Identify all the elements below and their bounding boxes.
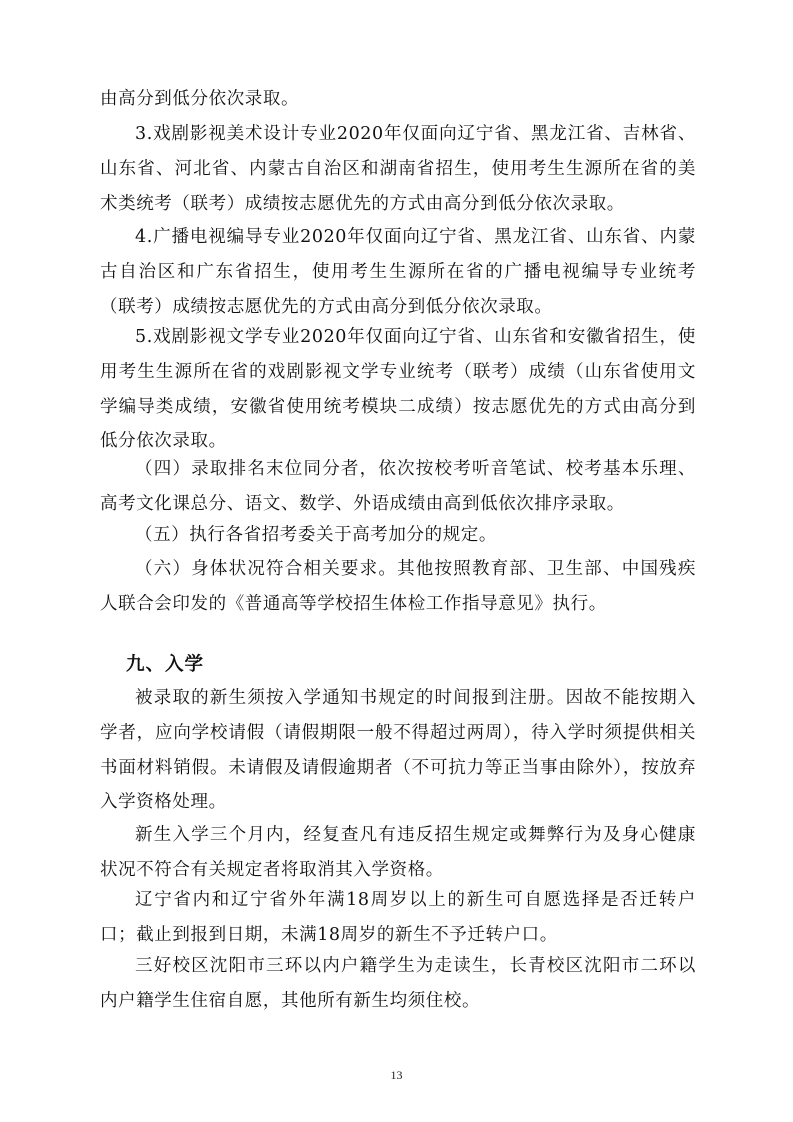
paragraph-enrollment-review: 新生入学三个月内，经复查凡有违反招生规定或舞弊行为及身心健康状况不符合有关规定者将取消其入学资格。 bbox=[100, 825, 696, 880]
paragraph-clause-6: （六）身体状况符合相关要求。其他按照教育部、卫生部、中国残疾人联合会印发的《普通高等学校招生体检工作指导意见》执行。 bbox=[100, 559, 696, 614]
section-heading: 九、入学 bbox=[126, 654, 205, 675]
paragraph-accommodation: 三好校区沈阳市三环以内户籍学生为走读生，长青校区沈阳市二环以内户籍学生住宿自愿，其他所有新生均须住校。 bbox=[100, 956, 696, 1011]
paragraph-clause-4: （四）录取排名末位同分者，依次按校考听音笔试、校考基本乐理、高考文化课总分、语文、数学、外语成绩由高到低依次排序录取。 bbox=[100, 459, 696, 514]
paragraph-clause-5: （五）执行各省招考委关于高考加分的规定。 bbox=[135, 525, 497, 545]
paragraph-item-4: 4.广播电视编导专业2020年仅面向辽宁省、黑龙江省、山东省、内蒙古自治区和广东省招生，使用考生生源所在省的广播电视编导专业统考（联考）成绩按志愿优先的方式由高分到低分依次录取。 bbox=[100, 227, 696, 317]
paragraph-household-registration: 辽宁省内和辽宁省外年满18周岁以上的新生可自愿选择是否迁转户口；截止到报到日期，未满18周岁的新生不予迁转户口。 bbox=[100, 890, 696, 945]
paragraph-item-3: 3.戏剧影视美术设计专业2020年仅面向辽宁省、黑龙江省、吉林省、山东省、河北省、内蒙古自治区和湖南省招生，使用考生生源所在省的美术类统考（联考）成绩按志愿优先的方式由高分到低分依次录取。 bbox=[100, 124, 696, 214]
page-number: 13 bbox=[390, 1068, 403, 1082]
paragraph-continuation: 由高分到低分依次录取。 bbox=[100, 89, 300, 109]
paragraph-enrollment-registration: 被录取的新生须按入学通知书规定的时间报到注册。因故不能按期入学者，应向学校请假（请假期限一般不得超过两周），待入学时须提供相关书面材料销假。未请假及请假逾期者（不可抗力等正当事由除外），按放弃入学资格处理。 bbox=[100, 688, 696, 813]
paragraph-item-5: 5.戏剧影视文学专业2020年仅面向辽宁省、山东省和安徽省招生，使用考生生源所在省的戏剧影视文学专业统考（联考）成绩（山东省使用文学编导类成绩，安徽省使用统考模块二成绩）按志愿优先的方式由高分到低分依次录取。 bbox=[100, 327, 696, 452]
